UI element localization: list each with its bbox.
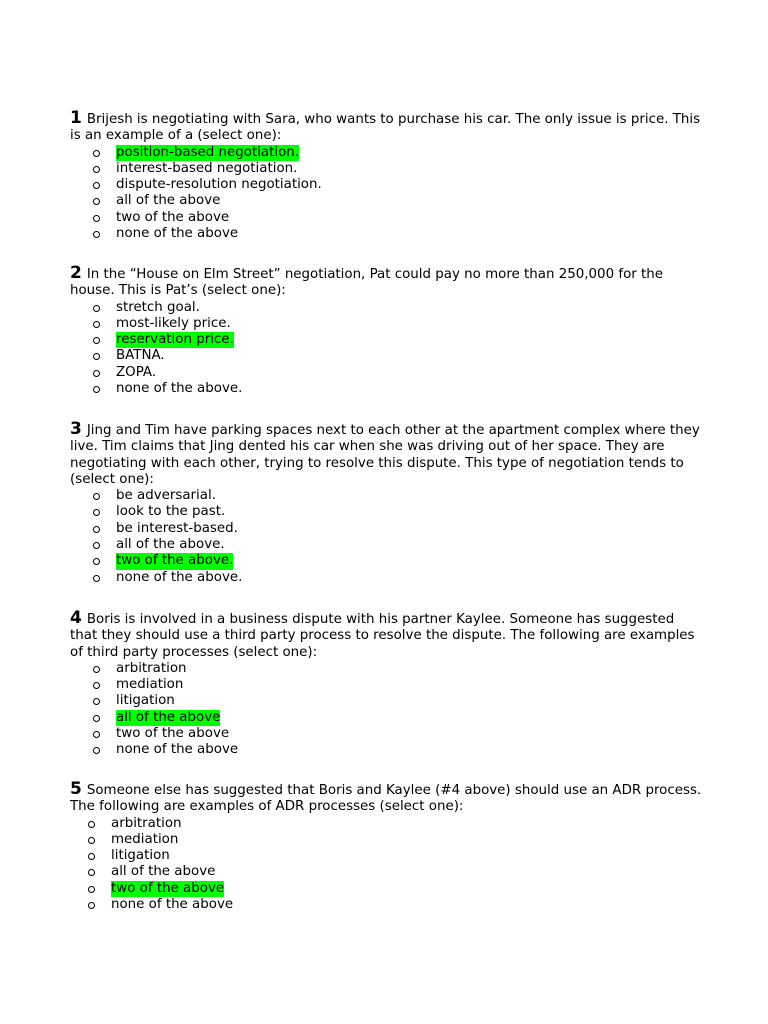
circle-bullet-icon xyxy=(93,198,100,205)
option-list xyxy=(70,488,702,586)
circle-bullet-icon xyxy=(88,837,95,844)
option-label: litigation xyxy=(111,848,170,864)
option-label: litigation xyxy=(116,693,175,709)
option-item-selected[interactable] xyxy=(70,145,702,161)
circle-bullet-icon xyxy=(93,509,100,516)
circle-bullet-icon xyxy=(93,493,100,500)
option-item[interactable] xyxy=(70,300,702,316)
circle-bullet-icon xyxy=(88,886,95,893)
option-list xyxy=(70,300,702,398)
question-1-text-block xyxy=(70,110,702,145)
circle-bullet-icon xyxy=(93,353,100,360)
circle-bullet-icon xyxy=(93,682,100,689)
option-item[interactable] xyxy=(70,210,702,226)
option-label: look to the past. xyxy=(116,504,226,520)
option-item[interactable] xyxy=(70,816,702,832)
question-5-text-block xyxy=(70,781,702,816)
question-5 xyxy=(70,781,702,913)
option-label: BATNA. xyxy=(116,348,165,364)
option-label: arbitration xyxy=(116,660,187,676)
option-item[interactable] xyxy=(70,161,702,177)
option-item-selected[interactable] xyxy=(70,553,702,569)
option-label: most-likely price. xyxy=(116,315,231,331)
option-item[interactable] xyxy=(70,742,702,758)
option-label: all of the above xyxy=(116,193,221,209)
option-list xyxy=(70,145,702,243)
option-label: all of the above. xyxy=(116,537,225,553)
option-label: interest-based negotiation. xyxy=(116,160,298,176)
question-number: 1 xyxy=(70,108,82,128)
option-item[interactable] xyxy=(70,316,702,332)
option-label: none of the above xyxy=(111,897,234,913)
question-2-text-block xyxy=(70,265,702,300)
option-label: two of the above xyxy=(116,209,230,225)
option-item[interactable] xyxy=(70,537,702,553)
option-item-selected[interactable] xyxy=(70,881,702,897)
question-1 xyxy=(70,110,702,242)
option-label: none of the above. xyxy=(116,381,243,397)
option-label: reservation price. xyxy=(116,332,234,348)
question-number: 5 xyxy=(70,779,82,799)
option-item[interactable] xyxy=(70,226,702,242)
option-item[interactable] xyxy=(70,693,702,709)
option-label: none of the above. xyxy=(116,569,243,585)
circle-bullet-icon xyxy=(93,747,100,754)
circle-bullet-icon xyxy=(93,542,100,549)
option-item[interactable] xyxy=(70,365,702,381)
option-label: be interest-based. xyxy=(116,520,238,536)
circle-bullet-icon xyxy=(93,231,100,238)
question-number: 3 xyxy=(70,419,82,439)
option-label: mediation xyxy=(111,831,179,847)
option-item[interactable] xyxy=(70,504,702,520)
option-label: all of the above xyxy=(116,709,221,725)
option-label: dispute-resolution negotiation. xyxy=(116,177,322,193)
option-label: two of the above xyxy=(116,726,230,742)
option-item[interactable] xyxy=(70,848,702,864)
option-label: arbitration xyxy=(111,815,182,831)
circle-bullet-icon xyxy=(93,305,100,312)
circle-bullet-icon xyxy=(93,386,100,393)
circle-bullet-icon xyxy=(93,715,100,722)
option-label: all of the above xyxy=(111,864,216,880)
option-item[interactable] xyxy=(70,177,702,193)
circle-bullet-icon xyxy=(93,575,100,582)
option-label: two of the above. xyxy=(116,553,234,569)
option-label: none of the above xyxy=(116,226,239,242)
option-list xyxy=(70,816,702,914)
option-item[interactable] xyxy=(70,864,702,880)
circle-bullet-icon xyxy=(93,731,100,738)
option-item[interactable] xyxy=(70,193,702,209)
circle-bullet-icon xyxy=(93,666,100,673)
circle-bullet-icon xyxy=(93,558,100,565)
question-text: Boris is involved in a business dispute with his partner Kaylee. Someone has suggested that they should use a third party process to resolve the dispute. The following are examples of third party processes (select one): xyxy=(70,612,695,660)
circle-bullet-icon xyxy=(93,150,100,157)
circle-bullet-icon xyxy=(93,166,100,173)
question-text: Someone else has suggested that Boris and Kaylee (#4 above) should use an ADR process. The following are examples of ADR processes (select one): xyxy=(70,783,702,815)
option-item[interactable] xyxy=(70,661,702,677)
option-item[interactable] xyxy=(70,381,702,397)
question-3 xyxy=(70,421,702,586)
option-item[interactable] xyxy=(70,348,702,364)
option-label: two of the above xyxy=(111,880,225,896)
option-item-selected[interactable] xyxy=(70,710,702,726)
option-item[interactable] xyxy=(70,677,702,693)
circle-bullet-icon xyxy=(93,698,100,705)
question-text: Brijesh is negotiating with Sara, who wants to purchase his car. The only issue is price. This is an example of a (select one): xyxy=(70,112,701,144)
option-label: be adversarial. xyxy=(116,488,216,504)
option-label: position-based negotiation. xyxy=(116,144,300,160)
option-item[interactable] xyxy=(70,897,702,913)
option-item[interactable] xyxy=(70,726,702,742)
option-item-selected[interactable] xyxy=(70,332,702,348)
circle-bullet-icon xyxy=(93,321,100,328)
question-2 xyxy=(70,265,702,397)
circle-bullet-icon xyxy=(88,902,95,909)
question-text: Jing and Tim have parking spaces next to each other at the apartment complex where they live. Tim claims that Jing dented his car when she was driving out of her space. They are negotiating with each other, trying to resolve this dispute. This type of negotiation tends to (select one): xyxy=(70,423,700,487)
circle-bullet-icon xyxy=(93,370,100,377)
question-number: 4 xyxy=(70,608,82,628)
option-item[interactable] xyxy=(70,521,702,537)
option-label: mediation xyxy=(116,677,184,693)
option-item[interactable] xyxy=(70,832,702,848)
circle-bullet-icon xyxy=(88,869,95,876)
option-item[interactable] xyxy=(70,488,702,504)
option-label: none of the above xyxy=(116,742,239,758)
question-text: In the “House on Elm Street” negotiation, Pat could pay no more than 250,000 for the house. This is Pat’s (select one): xyxy=(70,267,663,299)
question-4-text-block xyxy=(70,610,702,661)
circle-bullet-icon xyxy=(88,821,95,828)
question-4 xyxy=(70,610,702,759)
circle-bullet-icon xyxy=(93,182,100,189)
question-3-text-block xyxy=(70,421,702,488)
option-label: ZOPA. xyxy=(116,364,157,380)
circle-bullet-icon xyxy=(93,337,100,344)
circle-bullet-icon xyxy=(88,853,95,860)
option-label: stretch goal. xyxy=(116,299,200,315)
circle-bullet-icon xyxy=(93,215,100,222)
question-number: 2 xyxy=(70,263,82,283)
circle-bullet-icon xyxy=(93,526,100,533)
option-list xyxy=(70,661,702,759)
option-item[interactable] xyxy=(70,570,702,586)
